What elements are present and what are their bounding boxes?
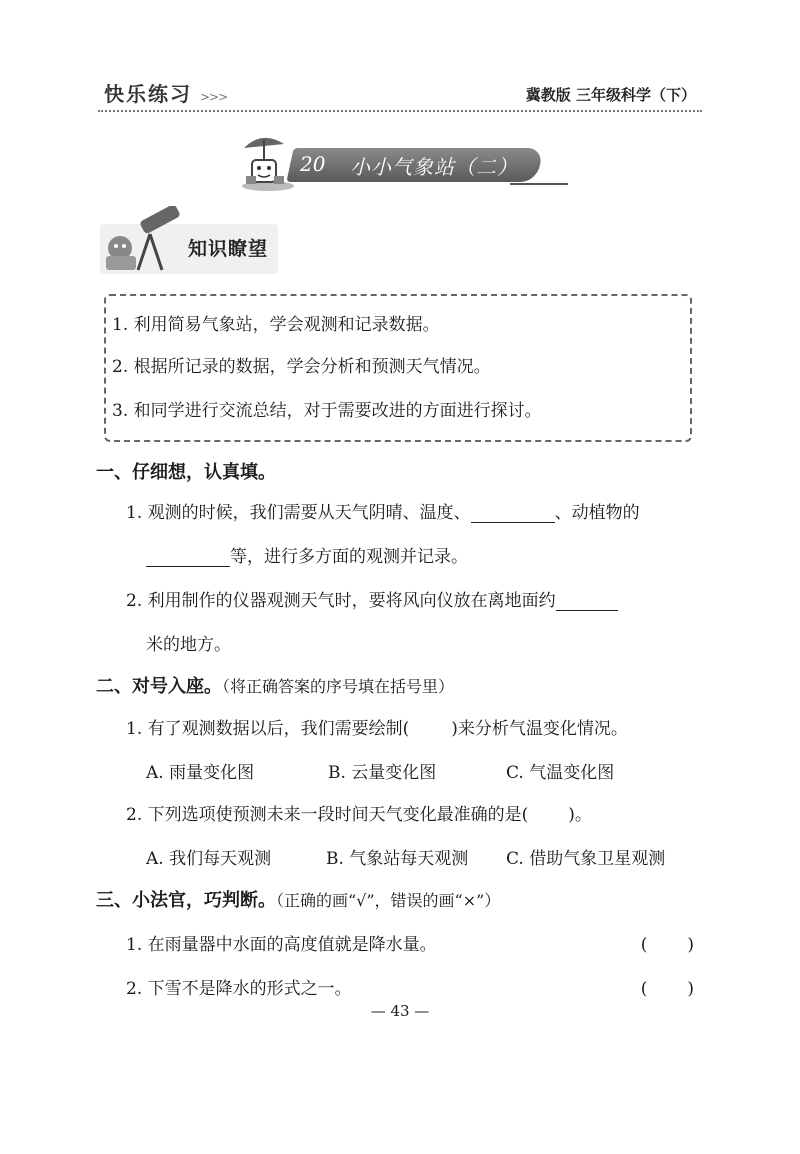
s2-q1-option-c: C. 气温变化图 [506, 763, 615, 783]
section-3-question-2: 2. 下雪不是降水的形式之一。 [126, 979, 352, 999]
section-3-heading: 三、小法官，巧判断。 [96, 890, 276, 911]
s2-q2-option-b: B. 气象站每天观测 [326, 849, 469, 869]
header-arrows: >>> [200, 90, 228, 104]
section-3-note: （正确的画“√”，错误的画“×”） [276, 891, 501, 910]
s3-q1-answer-paren[interactable]: ( ) [640, 935, 696, 955]
header-left-title: 快乐练习 [104, 82, 192, 106]
section-2-heading: 二、对号入座。 [96, 676, 222, 697]
q1-text-c: 等，进行多方面的观测并记录。 [230, 547, 468, 567]
fill-blank[interactable] [146, 548, 230, 567]
s2-q2-option-c: C. 借助气象卫星观测 [506, 849, 666, 869]
section-2-question-1 [126, 714, 628, 739]
s2-q2-text-b: )。 [568, 805, 592, 825]
s2-q2-text-a: 2. 下列选项使预测未来一段时间天气变化最准确的是( [126, 805, 529, 825]
fill-blank[interactable] [471, 504, 555, 523]
section-1-question-1-cont [146, 542, 468, 567]
s2-q1-text-a: 1. 有了观测数据以后，我们需要绘制( [126, 719, 410, 739]
section-1-title: 一、仔细想，认真填。 [96, 462, 276, 483]
header-right-title: 冀教版 三年级科学（下） [525, 86, 696, 104]
section-1-question-1 [126, 498, 640, 523]
q2-text-a: 2. 利用制作的仪器观测天气时，要将风向仪放在离地面约 [126, 591, 556, 611]
section-2-note: （将正确答案的序号填在括号里） [222, 677, 455, 696]
telescope-icon [100, 206, 184, 274]
s2-q1-option-a: A. 雨量变化图 [146, 763, 255, 783]
section-1-question-2-cont: 米的地方。 [146, 635, 231, 655]
section-3-title [96, 886, 500, 912]
objective-1: 1. 利用简易气象站，学会观测和记录数据。 [112, 315, 440, 335]
section-2-question-2 [126, 800, 592, 825]
s2-q1-option-b: B. 云量变化图 [328, 763, 437, 783]
s2-q2-option-a: A. 我们每天观测 [146, 849, 272, 869]
s2-q1-text-b: )来分析气温变化情况。 [451, 719, 628, 739]
header-divider [98, 110, 702, 112]
objective-2: 2. 根据所记录的数据，学会分析和预测天气情况。 [112, 357, 491, 377]
banner-underline [510, 183, 568, 185]
lesson-number: 20 [300, 152, 326, 176]
q1-text-a: 1. 观测的时候，我们需要从天气阴晴、温度、 [126, 503, 471, 523]
q1-text-b: 、动植物的 [554, 503, 640, 523]
section-2-title [96, 672, 454, 698]
section-1-question-2 [126, 586, 618, 611]
page-number: — 43 — [370, 1002, 430, 1020]
section-3-question-1: 1. 在雨量器中水面的高度值就是降水量。 [126, 935, 437, 955]
fill-blank[interactable] [556, 592, 618, 611]
objective-3: 3. 和同学进行交流总结，对于需要改进的方面进行探讨。 [112, 401, 542, 421]
lesson-title: 小小气象站（二） [350, 155, 518, 179]
knowledge-badge-label: 知识瞭望 [188, 238, 269, 260]
s3-q2-answer-paren[interactable]: ( ) [640, 979, 696, 999]
